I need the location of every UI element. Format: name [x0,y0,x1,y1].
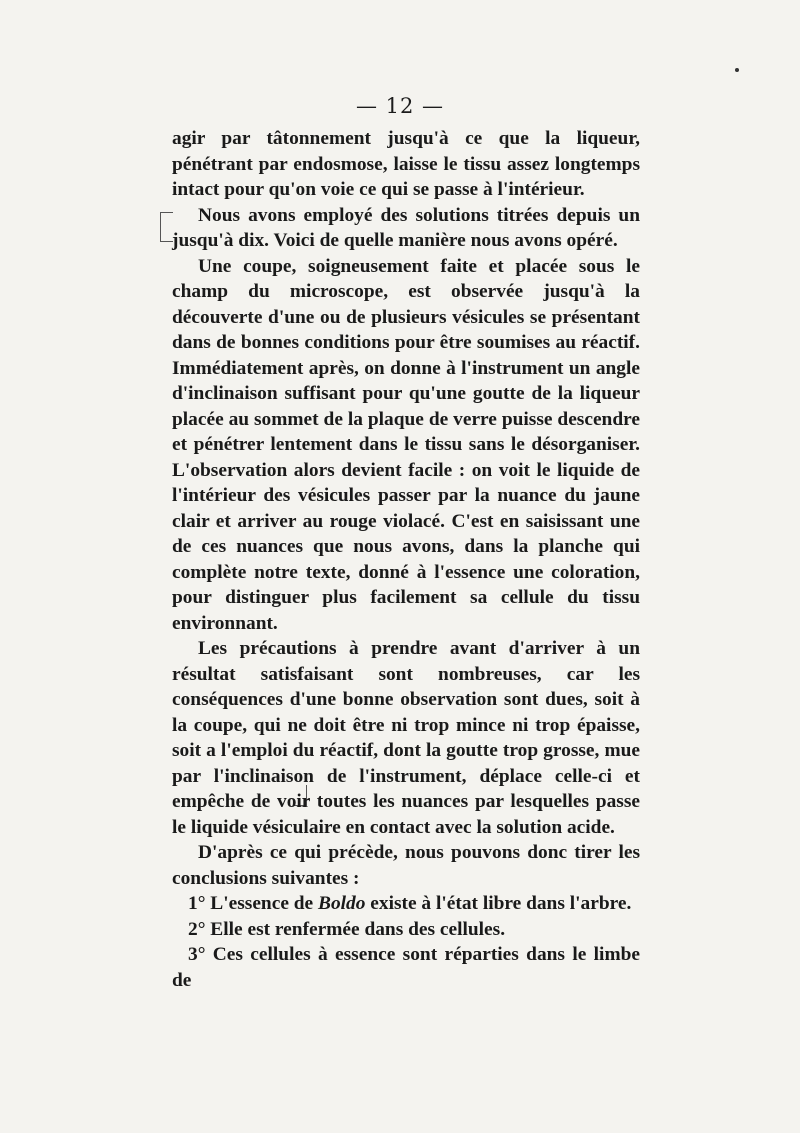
paragraph: Les précautions à prendre avant d'arriver à un résultat satisfaisant sont nombreuses, car les conséquences d'une bonne observation sont dues, soit à la coupe, qui ne doit être ni trop mince ni trop épaisse, soit a l'emploi du réactif, dont la goutte trop grosse, mue par l'inclinaison de l'instrument, déplace celle-ci et empêche de voir toutes les nuances par lesquelles passe le liquide vésiculaire en contact avec la solution acide. [172,638,640,838]
conclusion-item [172,891,640,917]
species-name: Boldo [318,893,366,914]
paragraph: Une coupe, soigneusement faite et placée sous le champ du microscope, est observée jusqu'à la découverte d'une ou de plusieurs vésicules se présentant dans de bonnes conditions pour être soumises au réactif. Immédiatement après, on donne à l'instrument un angle d'inclinaison suffisant pour qu'une goutte de la liqueur placée au sommet de la plaque de verre puisse descendre et pénétrer lentement dans le tissu sans le désorganiser. L'observation alors devient facile : on voit le liquide de l'intérieur des vésicules passer par la nuance du jaune clair et arriver au rouge violacé. C'est en saisissant une de ces nuances que nous avons, dans la planche qui complète notre texte, donné à l'essence une coloration, pour distinguer plus facilement sa cellule du tissu environnant. [172,255,640,634]
paragraph-continuation: agir par tâtonnement jusqu'à ce que la liqueur, pénétrant par endosmose, laisse le tissu assez longtemps intact pour qu'on voie ce qui se passe à l'intérieur. [172,128,640,200]
page-number: — 12 — [355,94,445,118]
conclusion-suffix: existe à l'état libre dans l'arbre. [365,893,632,914]
conclusion-prefix: 1° L'essence de [188,893,319,914]
paragraph: D'après ce qui précède, nous pouvons donc tirer les conclusions suivantes : [172,842,640,889]
conclusion-item: 2° Elle est renfermée dans des cellules. [188,918,506,940]
ink-speck [735,68,739,72]
body-text [172,126,640,993]
conclusion-item: 3° Ces cellules à essence sont réparties dans le limbe de [172,944,640,991]
paragraph: Nous avons employé des solutions titrées depuis un jusqu'à dix. Voici de quelle manière nous avons opéré. [172,204,640,251]
